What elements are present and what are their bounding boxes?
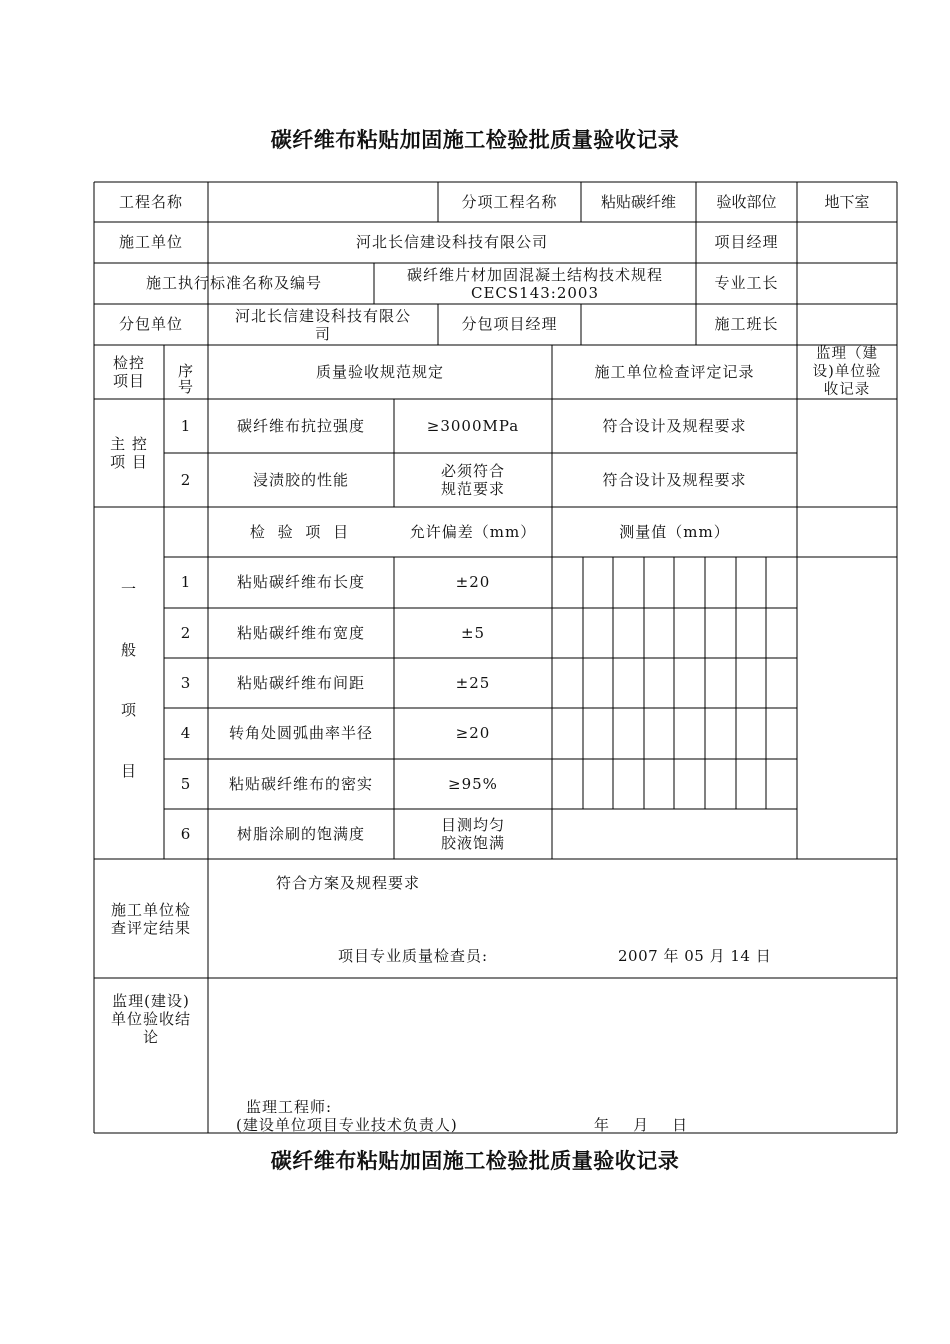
construction-result-label-line1: 施工单位检 (110, 900, 191, 919)
construction-check-header: 施工单位检查评定记录 (594, 362, 755, 381)
seq-header-line1: 序 (177, 362, 194, 380)
main-row-2-req (394, 453, 552, 507)
subcontract-label: 分包单位 (118, 315, 183, 333)
standard-value (374, 263, 696, 304)
standard-label: 施工执行标准名称及编号 (145, 274, 322, 292)
supervision-result-label (94, 992, 208, 1052)
control-item-header (94, 345, 164, 399)
general-items-label-char-3: 项 (120, 701, 137, 720)
general-row-1-item: 粘贴碳纤维布长度 (236, 573, 365, 591)
general-row-1-tolerance: ±20 (455, 573, 491, 591)
general-items-label-char-2: 般 (120, 640, 137, 659)
general-items-label-char-1: 一 (120, 580, 137, 598)
general-row-5-tolerance: ≥95% (448, 774, 498, 793)
general-row-3-tolerance: ±25 (455, 673, 491, 692)
general-items-label (94, 580, 164, 780)
supervisor-header (797, 345, 897, 399)
subcontract-value-line1: 河北长信建设科技有限公 (234, 306, 411, 325)
subcontract-manager-label: 分包项目经理 (461, 315, 558, 333)
supervision-date-placeholder: 年 月 日 (594, 1116, 689, 1134)
main-row-2-req-line2: 规范要求 (440, 480, 505, 498)
inspection-date: 2007 年 05 月 14 日 (618, 947, 772, 965)
subcontract-value (208, 304, 438, 345)
supervisor-header-line1: 监理（建 (816, 346, 878, 362)
general-header-measured: 测量值（mm） (619, 522, 730, 541)
construction-result-text: 符合方案及规程要求 (276, 874, 421, 892)
spec-header: 质量验收规范规定 (315, 362, 444, 381)
project-manager-value (797, 222, 897, 263)
project-name-label: 工程名称 (118, 192, 183, 211)
general-row-3-no: 3 (180, 673, 192, 692)
supervision-result-label-line2: 单位验收结 (110, 1010, 191, 1028)
general-header-tolerance: 允许偏差（mm） (409, 522, 537, 541)
supervision-result-label-line1: 监理(建设) (112, 992, 190, 1010)
general-row-5-item: 粘贴碳纤维布的密实 (228, 774, 373, 793)
main-items-label (94, 399, 164, 507)
general-header-item: 检 验 项 目 (249, 522, 353, 541)
general-row-4-tolerance: ≥20 (455, 724, 491, 742)
main-row-1-item: 碳纤维布抗拉强度 (236, 416, 365, 435)
general-row-6-no: 6 (180, 824, 192, 843)
seq-header (164, 345, 208, 399)
foreman-value (797, 263, 897, 304)
seq-header-line2: 号 (177, 378, 194, 396)
construction-unit-value: 河北长信建设科技有限公司 (355, 233, 548, 251)
inspector-label: 项目专业质量检查员: (338, 947, 489, 965)
construction-result-label (94, 859, 208, 978)
subitem-label: 分项工程名称 (461, 192, 558, 211)
main-row-1-no: 1 (180, 416, 192, 435)
page-title-repeat: 碳纤维布粘贴加固施工检验批质量验收记录 (270, 1149, 680, 1173)
subcontract-value-line2: 司 (314, 324, 331, 343)
general-row-2-tolerance: ±5 (460, 623, 486, 642)
main-row-2-result: 符合设计及规程要求 (602, 470, 747, 489)
general-row-3-item: 粘贴碳纤维布间距 (236, 673, 365, 692)
team-leader-value (797, 304, 897, 345)
standard-value-line2: CECS143:2003 (470, 283, 600, 302)
general-row-4-no: 4 (180, 724, 192, 742)
main-row-2-no: 2 (180, 470, 192, 489)
supervising-engineer-label: 监理工程师: (246, 1098, 333, 1116)
supervision-result-label-line3: 论 (142, 1028, 159, 1046)
general-row-1-no: 1 (180, 573, 192, 591)
supervisor-header-line3: 收记录 (823, 382, 871, 398)
subitem-value: 粘贴碳纤维 (600, 192, 676, 211)
acceptance-part-label: 验收部位 (716, 192, 777, 211)
construction-result-label-line2: 查评定结果 (110, 918, 191, 937)
foreman-label: 专业工长 (714, 274, 779, 292)
general-row-2-item: 粘贴碳纤维布宽度 (236, 623, 365, 642)
general-row-2-no: 2 (180, 623, 192, 642)
acceptance-part-value: 地下室 (824, 192, 870, 211)
project-name-value (208, 182, 438, 222)
construction-unit-label: 施工单位 (118, 233, 183, 251)
main-row-2-req-line1: 必须符合 (440, 462, 505, 480)
supervisor-header-line2: 设)单位验 (812, 364, 882, 380)
general-row-6-tolerance (394, 809, 552, 859)
standard-value-line1: 碳纤维片材加固混凝土结构技术规程 (406, 265, 663, 284)
general-row-4-item: 转角处圆弧曲率半径 (228, 724, 373, 742)
subcontract-manager-value (581, 304, 696, 345)
general-row-6-tolerance-line1: 目测均匀 (440, 816, 505, 834)
main-row-1-result: 符合设计及规程要求 (602, 416, 747, 435)
main-row-1-req-line1: ≥3000MPa (426, 417, 520, 435)
main-row-2-item: 浸渍胶的性能 (252, 470, 349, 489)
main-row-1-req (394, 399, 552, 453)
control-item-header-line1: 检控 (112, 354, 145, 372)
responsible-person-label: (建设单位项目专业技术负责人) (236, 1116, 458, 1134)
general-row-5-no: 5 (180, 774, 192, 793)
page-title: 碳纤维布粘贴加固施工检验批质量验收记录 (270, 128, 680, 152)
main-items-label-line2: 项 目 (110, 453, 148, 471)
main-items-label-line1: 主 控 (110, 435, 148, 453)
general-row-6-tolerance-line2: 胶液饱满 (440, 834, 505, 852)
general-items-label-char-4: 目 (120, 761, 137, 780)
general-row-6-item: 树脂涂刷的饱满度 (236, 824, 365, 843)
control-item-header-line2: 项目 (112, 372, 145, 390)
project-manager-label: 项目经理 (714, 233, 779, 251)
team-leader-label: 施工班长 (714, 315, 779, 333)
